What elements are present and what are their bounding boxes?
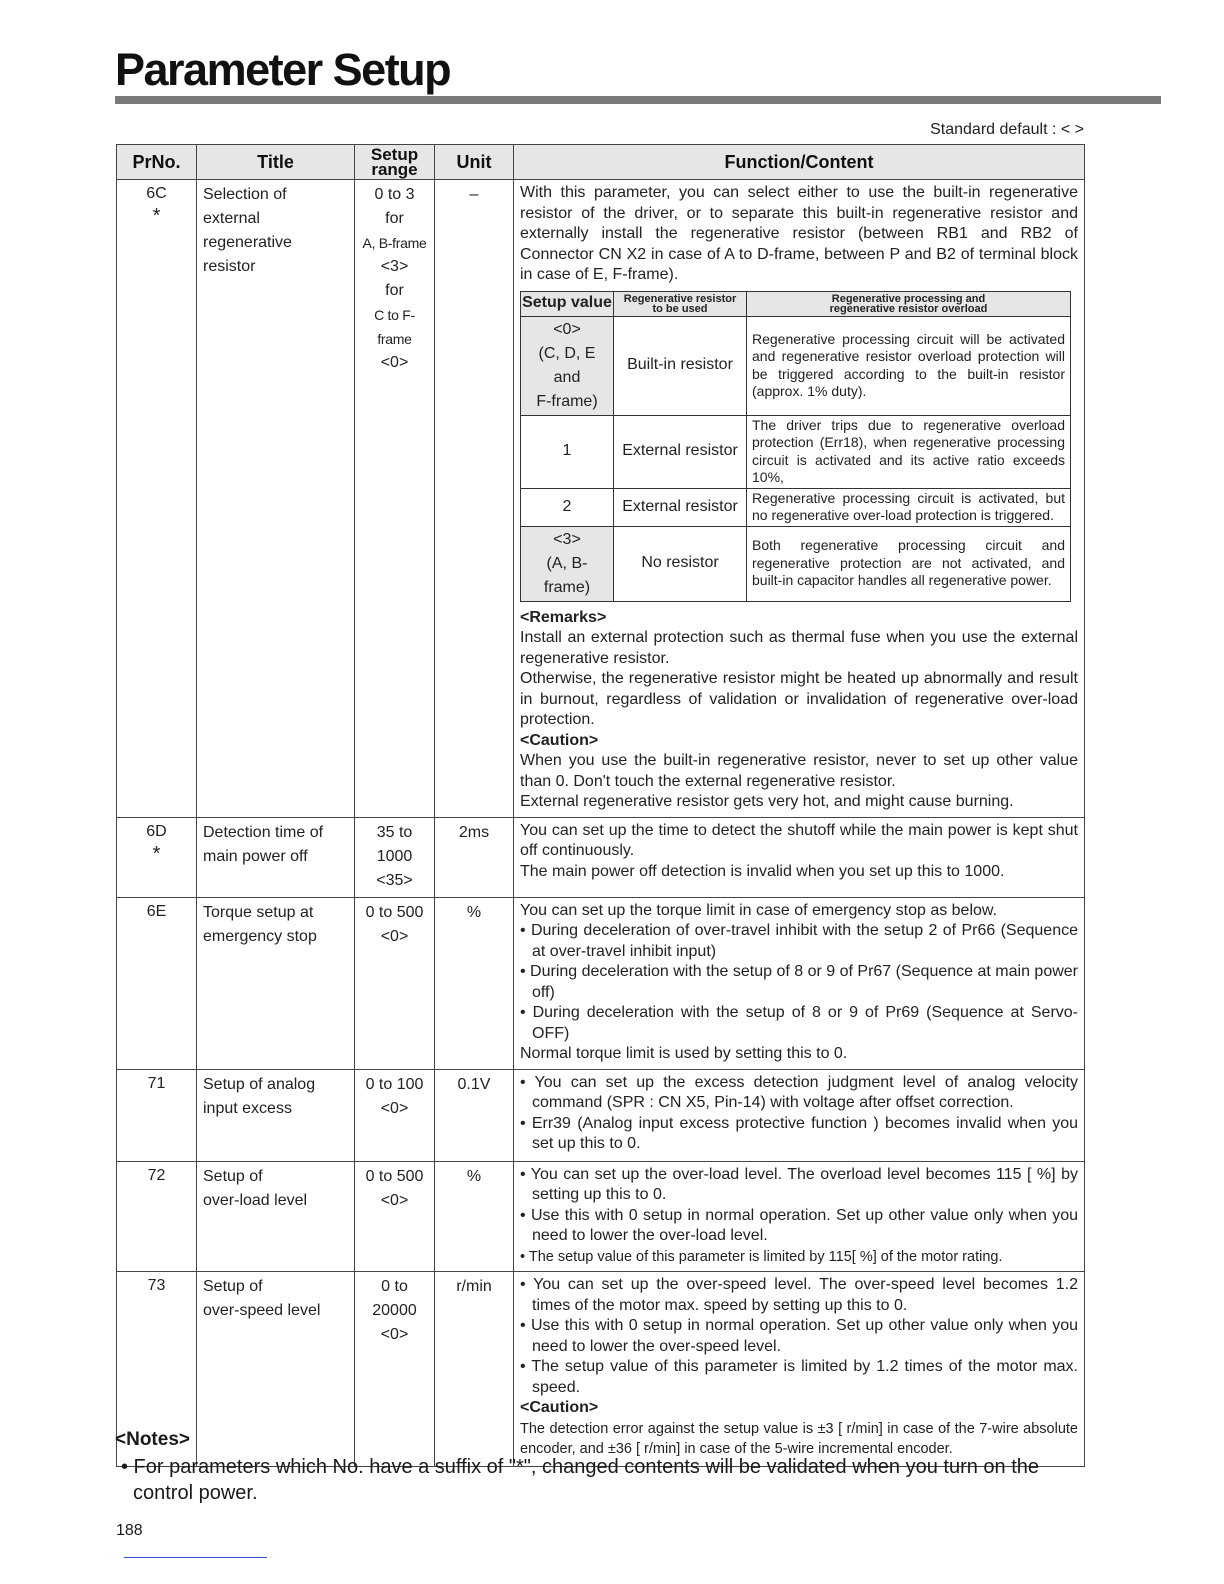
setup-value-row	[521, 526, 1071, 601]
unit-cell: 0.1V	[435, 1069, 514, 1161]
title-line: over-speed level	[203, 1302, 321, 1319]
title-cell	[197, 180, 355, 818]
setup-value-table	[520, 291, 1071, 602]
function-intro: With this parameter, you can select either to use the built-in regenerative resistor of the driver, or to separate this built-in regenerative resistor and externally install the regenerative resistor (between RB1 and RB2 of Connector CN X2 in case of A to D-frame, between P and B2 of terminal block in case of E, F-frame).	[520, 184, 1078, 283]
processing-description: The driver trips due to regenerative overload protection (Err18), when regenerative processing circuit is activated and its active ratio exceeds 10%,	[747, 415, 1071, 488]
range-line: <3>	[380, 258, 409, 275]
page-title: Parameter Setup	[115, 44, 451, 95]
setup-value-row	[521, 316, 1071, 415]
function-cell	[514, 817, 1085, 897]
setup-value-line: F-frame)	[536, 392, 598, 410]
setup-value	[521, 316, 614, 415]
title-line: external	[203, 210, 260, 227]
range-line: 0 to 20000	[372, 1278, 417, 1319]
prno-cell	[117, 897, 197, 1069]
range-cell	[355, 1272, 435, 1467]
range-line: for	[385, 282, 404, 299]
title-line: over-load level	[203, 1191, 308, 1209]
title-line: main power off	[203, 847, 308, 865]
sub-header-processing-line1: Regenerative processing and	[831, 292, 986, 305]
function-cell	[514, 180, 1085, 818]
unit-cell: %	[435, 1161, 514, 1272]
range-line: <0>	[380, 1326, 409, 1343]
setup-value-line: (C, D, E and	[538, 344, 596, 386]
function-text: The main power off detection is invalid when you set up this to 1000.	[520, 862, 1005, 880]
footer-link-underline	[124, 1557, 267, 1558]
range-line: 0 to 500	[365, 1167, 424, 1185]
caution-text: When you use the built-in regenerative resistor, never to set up other value than 0. Don't touch the external regenerative resistor.	[520, 752, 1078, 790]
sub-header-setup-value: Setup value	[521, 291, 614, 316]
setup-value-line: (A, B-frame)	[543, 554, 591, 596]
col-header-unit: Unit	[435, 145, 514, 180]
bullet-item: • You can set up the excess detection judgment level of analog velocity command (SPR : CN X5, Pin-14) with voltage after offset correction.	[520, 1073, 1078, 1111]
prno-value: 72	[147, 1166, 166, 1184]
unit-cell: –	[435, 180, 514, 818]
function-cell	[514, 1161, 1085, 1272]
caution-heading: <Caution>	[520, 1399, 599, 1416]
remarks-heading: <Remarks>	[520, 608, 607, 626]
table-row-72	[117, 1161, 1085, 1272]
resistor-type: External resistor	[614, 415, 747, 488]
bullet-item: • During deceleration of over-travel inhibit with the setup 2 of Pr66 (Sequence at over-travel inhibit input)	[520, 922, 1078, 960]
range-line: 0 to 3	[374, 186, 415, 203]
table-row-73	[117, 1272, 1085, 1467]
title-cell	[197, 897, 355, 1069]
range-line: <0>	[380, 927, 409, 945]
range-line: C to F-frame	[374, 307, 415, 347]
title-line: Setup of	[203, 1167, 263, 1185]
setup-value	[521, 526, 614, 601]
title-line: Setup of	[203, 1278, 263, 1295]
sub-header-resistor-line2: to be used	[652, 302, 708, 315]
function-cell	[514, 1272, 1085, 1467]
page-number: 188	[116, 1522, 143, 1539]
bullet-item: • You can set up the over-load level. The overload level becomes 115 [ %] by setting up this to 0.	[520, 1165, 1078, 1203]
range-line: <35>	[376, 871, 413, 889]
col-header-setup-range-line1: Setup	[370, 145, 419, 164]
title-line: resistor	[203, 258, 256, 275]
title-line: regenerative	[203, 234, 292, 251]
suffix-asterisk: *	[152, 842, 161, 865]
caution-text: External regenerative resistor gets very hot, and might cause burning.	[520, 793, 1014, 810]
resistor-type: Built-in resistor	[614, 316, 747, 415]
prno-value: 6E	[146, 902, 167, 920]
title-line: input excess	[203, 1099, 292, 1117]
function-text: You can set up the torque limit in case of emergency stop as below.	[520, 901, 998, 919]
table-row-6c	[117, 180, 1085, 818]
bullet-item: • During deceleration with the setup of 8 or 9 of Pr69 (Sequence at Servo-OFF)	[520, 1004, 1078, 1042]
table-row-6e	[117, 897, 1085, 1069]
bullet-item: • You can set up the over-speed level. The over-speed level becomes 1.2 times of the motor max. speed by setting up this to 0.	[520, 1276, 1078, 1314]
prno-value: 73	[147, 1277, 166, 1294]
remarks-text: Install an external protection such as thermal fuse when you use the external regenerative resistor.	[520, 629, 1078, 667]
remarks-text: Otherwise, the regenerative resistor might be heated up abnormally and result in burnout, regardless of validation or invalidation of regenerative over-load protection.	[520, 670, 1078, 728]
sub-header-resistor	[614, 291, 747, 316]
setup-value-table-header	[521, 291, 1071, 316]
processing-description: Both regenerative processing circuit and regenerative protection are not activated, and built-in capacitor handles all regenerative power.	[747, 526, 1071, 601]
bullet-item: • The setup value of this parameter is limited by 115[ %] of the motor rating.	[520, 1248, 1003, 1265]
col-header-function: Function/Content	[514, 145, 1085, 180]
notes-heading: <Notes>	[115, 1429, 190, 1450]
bullet-item: • Use this with 0 setup in normal operation. Set up other value only when you need to lower the over-load level.	[520, 1206, 1078, 1244]
range-cell	[355, 897, 435, 1069]
title-cell	[197, 1272, 355, 1467]
table-header-row	[117, 145, 1085, 180]
range-cell	[355, 1069, 435, 1161]
function-cell	[514, 1069, 1085, 1161]
title-line: emergency stop	[203, 927, 317, 945]
resistor-type: External resistor	[614, 488, 747, 526]
bullet-item: • The setup value of this parameter is limited by 1.2 times of the motor max. speed.	[520, 1358, 1078, 1396]
resistor-type: No resistor	[614, 526, 747, 601]
prno-cell	[117, 180, 197, 818]
title-cell	[197, 817, 355, 897]
notes-text: • For parameters which No. have a suffix of "*", changed contents will be validated when you turn on the control power.	[121, 1456, 1040, 1504]
range-line: for	[385, 210, 404, 227]
range-line: A, B-frame	[362, 235, 427, 251]
bullet-item: • Use this with 0 setup in normal operation. Set up other value only when you need to lower the over-speed level.	[520, 1317, 1078, 1355]
function-cell	[514, 897, 1085, 1069]
title-line: Setup of analog	[203, 1075, 316, 1093]
title-line: Selection of	[203, 186, 287, 203]
title-line: Torque setup at	[203, 903, 314, 921]
function-text: Normal torque limit is used by setting this to 0.	[520, 1045, 848, 1062]
function-text: You can set up the time to detect the shutoff while the main power is kept shut off continuously.	[520, 821, 1078, 859]
prno-cell	[117, 817, 197, 897]
setup-value-row	[521, 415, 1071, 488]
setup-value-line: <0>	[553, 320, 581, 338]
title-cell	[197, 1069, 355, 1161]
table-row-71	[117, 1069, 1085, 1161]
range-line: <0>	[380, 354, 409, 371]
sub-header-processing-line2: regenerative resistor overload	[829, 302, 988, 315]
col-header-setup-range	[355, 145, 435, 180]
processing-description: Regenerative processing circuit is activated, but no regenerative over-load protection is triggered.	[747, 488, 1071, 526]
title-line: Detection time of	[203, 823, 324, 841]
range-cell	[355, 180, 435, 818]
prno-cell	[117, 1161, 197, 1272]
range-line: <0>	[380, 1099, 409, 1117]
standard-default-note: Standard default : < >	[930, 121, 1084, 138]
range-cell	[355, 817, 435, 897]
unit-cell: 2ms	[435, 817, 514, 897]
prno-cell	[117, 1069, 197, 1161]
unit-cell: r/min	[435, 1272, 514, 1467]
sub-header-resistor-line1: Regenerative resistor	[623, 292, 737, 305]
caution-heading: <Caution>	[520, 731, 599, 749]
range-cell	[355, 1161, 435, 1272]
setup-value-line: <3>	[553, 530, 581, 548]
bullet-item: • Err39 (Analog input excess protective function ) becomes invalid when you set up this to 0.	[520, 1114, 1078, 1152]
range-line: 35 to 1000	[376, 823, 413, 865]
prno-value: 6D	[146, 822, 167, 840]
range-line: 0 to 100	[365, 1075, 424, 1093]
range-line: <0>	[380, 1191, 409, 1209]
title-cell	[197, 1161, 355, 1272]
unit-cell: %	[435, 897, 514, 1069]
suffix-asterisk: *	[152, 205, 161, 227]
caution-text: The detection error against the setup value is ±3 [ r/min] in case of the 7-wire absolute encoder, and ±36 [ r/min] in case of the 5-wire incremental encoder.	[520, 1420, 1078, 1457]
range-line: 0 to 500	[365, 903, 424, 921]
prno-value: 71	[147, 1074, 166, 1092]
col-header-prno: PrNo.	[117, 145, 197, 180]
col-header-title: Title	[197, 145, 355, 180]
parameter-table	[116, 144, 1085, 1467]
title-rule	[115, 96, 1161, 104]
prno-value: 6C	[146, 185, 167, 202]
table-row-6d	[117, 817, 1085, 897]
setup-value: 1	[521, 415, 614, 488]
bullet-item: • During deceleration with the setup of 8 or 9 of Pr67 (Sequence at main power off)	[520, 963, 1078, 1001]
setup-value: 2	[521, 488, 614, 526]
col-header-setup-range-line2: range	[371, 160, 418, 179]
processing-description: Regenerative processing circuit will be activated and regenerative resistor overload protection will be triggered according to the built-in resistor (approx. 1% duty).	[747, 316, 1071, 415]
setup-value-row	[521, 488, 1071, 526]
sub-header-processing	[747, 291, 1071, 316]
